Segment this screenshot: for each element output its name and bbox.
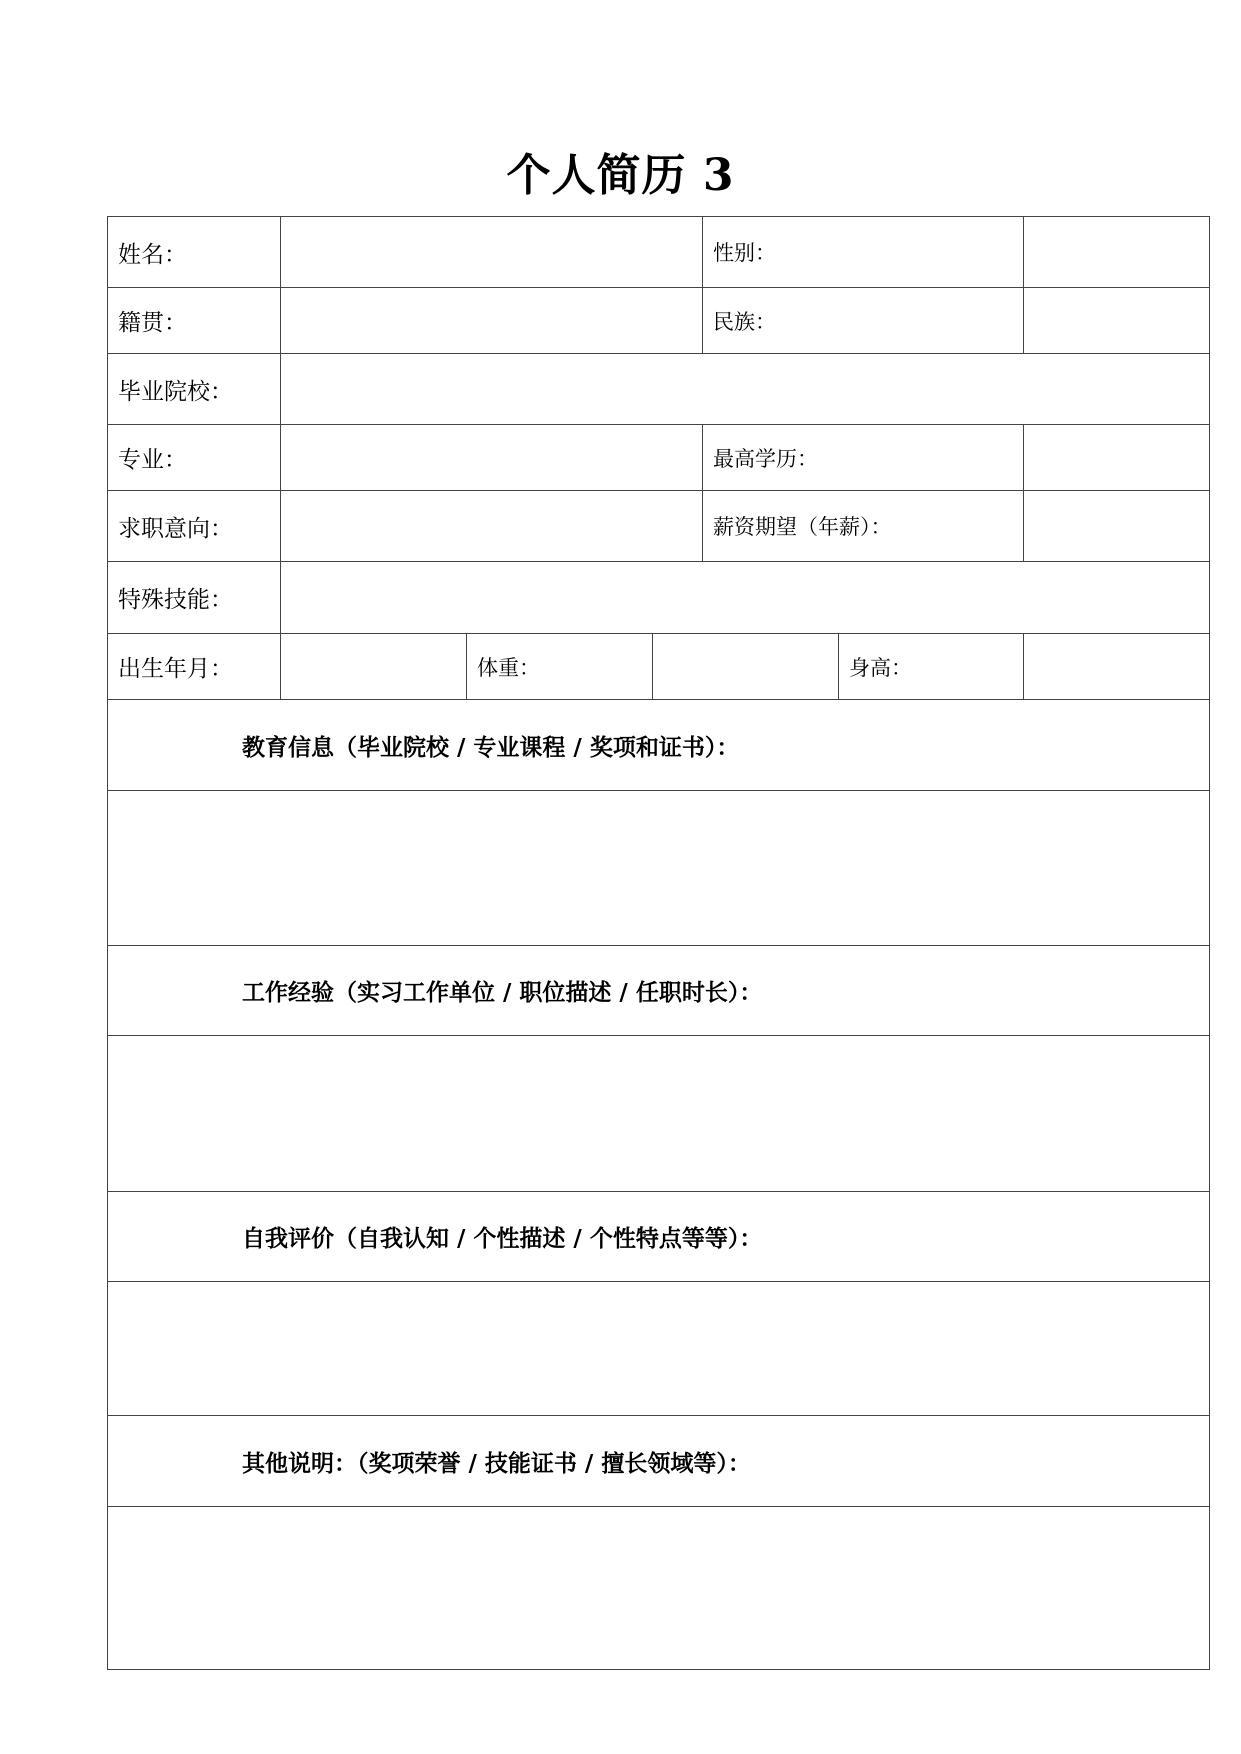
- work-experience-field[interactable]: [108, 1036, 1210, 1192]
- school-field[interactable]: [281, 354, 1210, 425]
- row-self-evaluation-heading: [108, 1192, 1210, 1282]
- self-evaluation-heading: 自我评价（自我认知 / 个性描述 / 个性特点等等）：: [108, 1192, 1210, 1282]
- name-label: 姓名：: [108, 217, 281, 288]
- row-name-gender: [108, 217, 1210, 288]
- education-field[interactable]: [1024, 425, 1210, 491]
- birth-label: 出生年月：: [108, 634, 281, 700]
- hometown-label: 籍贯：: [108, 288, 281, 354]
- other-notes-field[interactable]: [108, 1507, 1210, 1670]
- school-label: 毕业院校：: [108, 354, 281, 425]
- self-evaluation-field[interactable]: [108, 1282, 1210, 1416]
- education-label: 最高学历：: [703, 425, 1024, 491]
- weight-field[interactable]: [653, 634, 839, 700]
- row-major-education: [108, 425, 1210, 491]
- name-field[interactable]: [281, 217, 703, 288]
- row-other-notes-content: [108, 1507, 1210, 1670]
- major-label: 专业：: [108, 425, 281, 491]
- education-info-field[interactable]: [108, 791, 1210, 946]
- gender-field[interactable]: [1024, 217, 1210, 288]
- height-field[interactable]: [1024, 634, 1210, 700]
- salary-field[interactable]: [1024, 491, 1210, 562]
- education-info-heading: 教育信息（毕业院校 / 专业课程 / 奖项和证书）：: [108, 700, 1210, 791]
- major-field[interactable]: [281, 425, 703, 491]
- ethnicity-field[interactable]: [1024, 288, 1210, 354]
- gender-label: 性别：: [703, 217, 1024, 288]
- row-hometown-ethnicity: [108, 288, 1210, 354]
- row-education-info-heading: [108, 700, 1210, 791]
- skills-label: 特殊技能：: [108, 562, 281, 634]
- work-experience-heading: 工作经验（实习工作单位 / 职位描述 / 任职时长）：: [108, 946, 1210, 1036]
- job-intent-label: 求职意向：: [108, 491, 281, 562]
- ethnicity-label: 民族：: [703, 288, 1024, 354]
- job-intent-field[interactable]: [281, 491, 703, 562]
- weight-label: 体重：: [467, 634, 653, 700]
- resume-table: [107, 216, 1210, 1670]
- row-work-experience-content: [108, 1036, 1210, 1192]
- row-birth-weight-height: [108, 634, 1210, 700]
- skills-field[interactable]: [281, 562, 1210, 634]
- row-school: [108, 354, 1210, 425]
- page-title: 个人简历 3: [506, 150, 735, 201]
- salary-label: 薪资期望（年薪）：: [703, 491, 1024, 562]
- row-other-notes-heading: [108, 1416, 1210, 1507]
- hometown-field[interactable]: [281, 288, 703, 354]
- row-job-salary: [108, 491, 1210, 562]
- height-label: 身高：: [839, 634, 1024, 700]
- other-notes-heading: 其他说明：（奖项荣誉 / 技能证书 / 擅长领域等）：: [108, 1416, 1210, 1507]
- row-self-evaluation-content: [108, 1282, 1210, 1416]
- birth-field[interactable]: [281, 634, 467, 700]
- row-skills: [108, 562, 1210, 634]
- row-education-info-content: [108, 791, 1210, 946]
- row-work-experience-heading: [108, 946, 1210, 1036]
